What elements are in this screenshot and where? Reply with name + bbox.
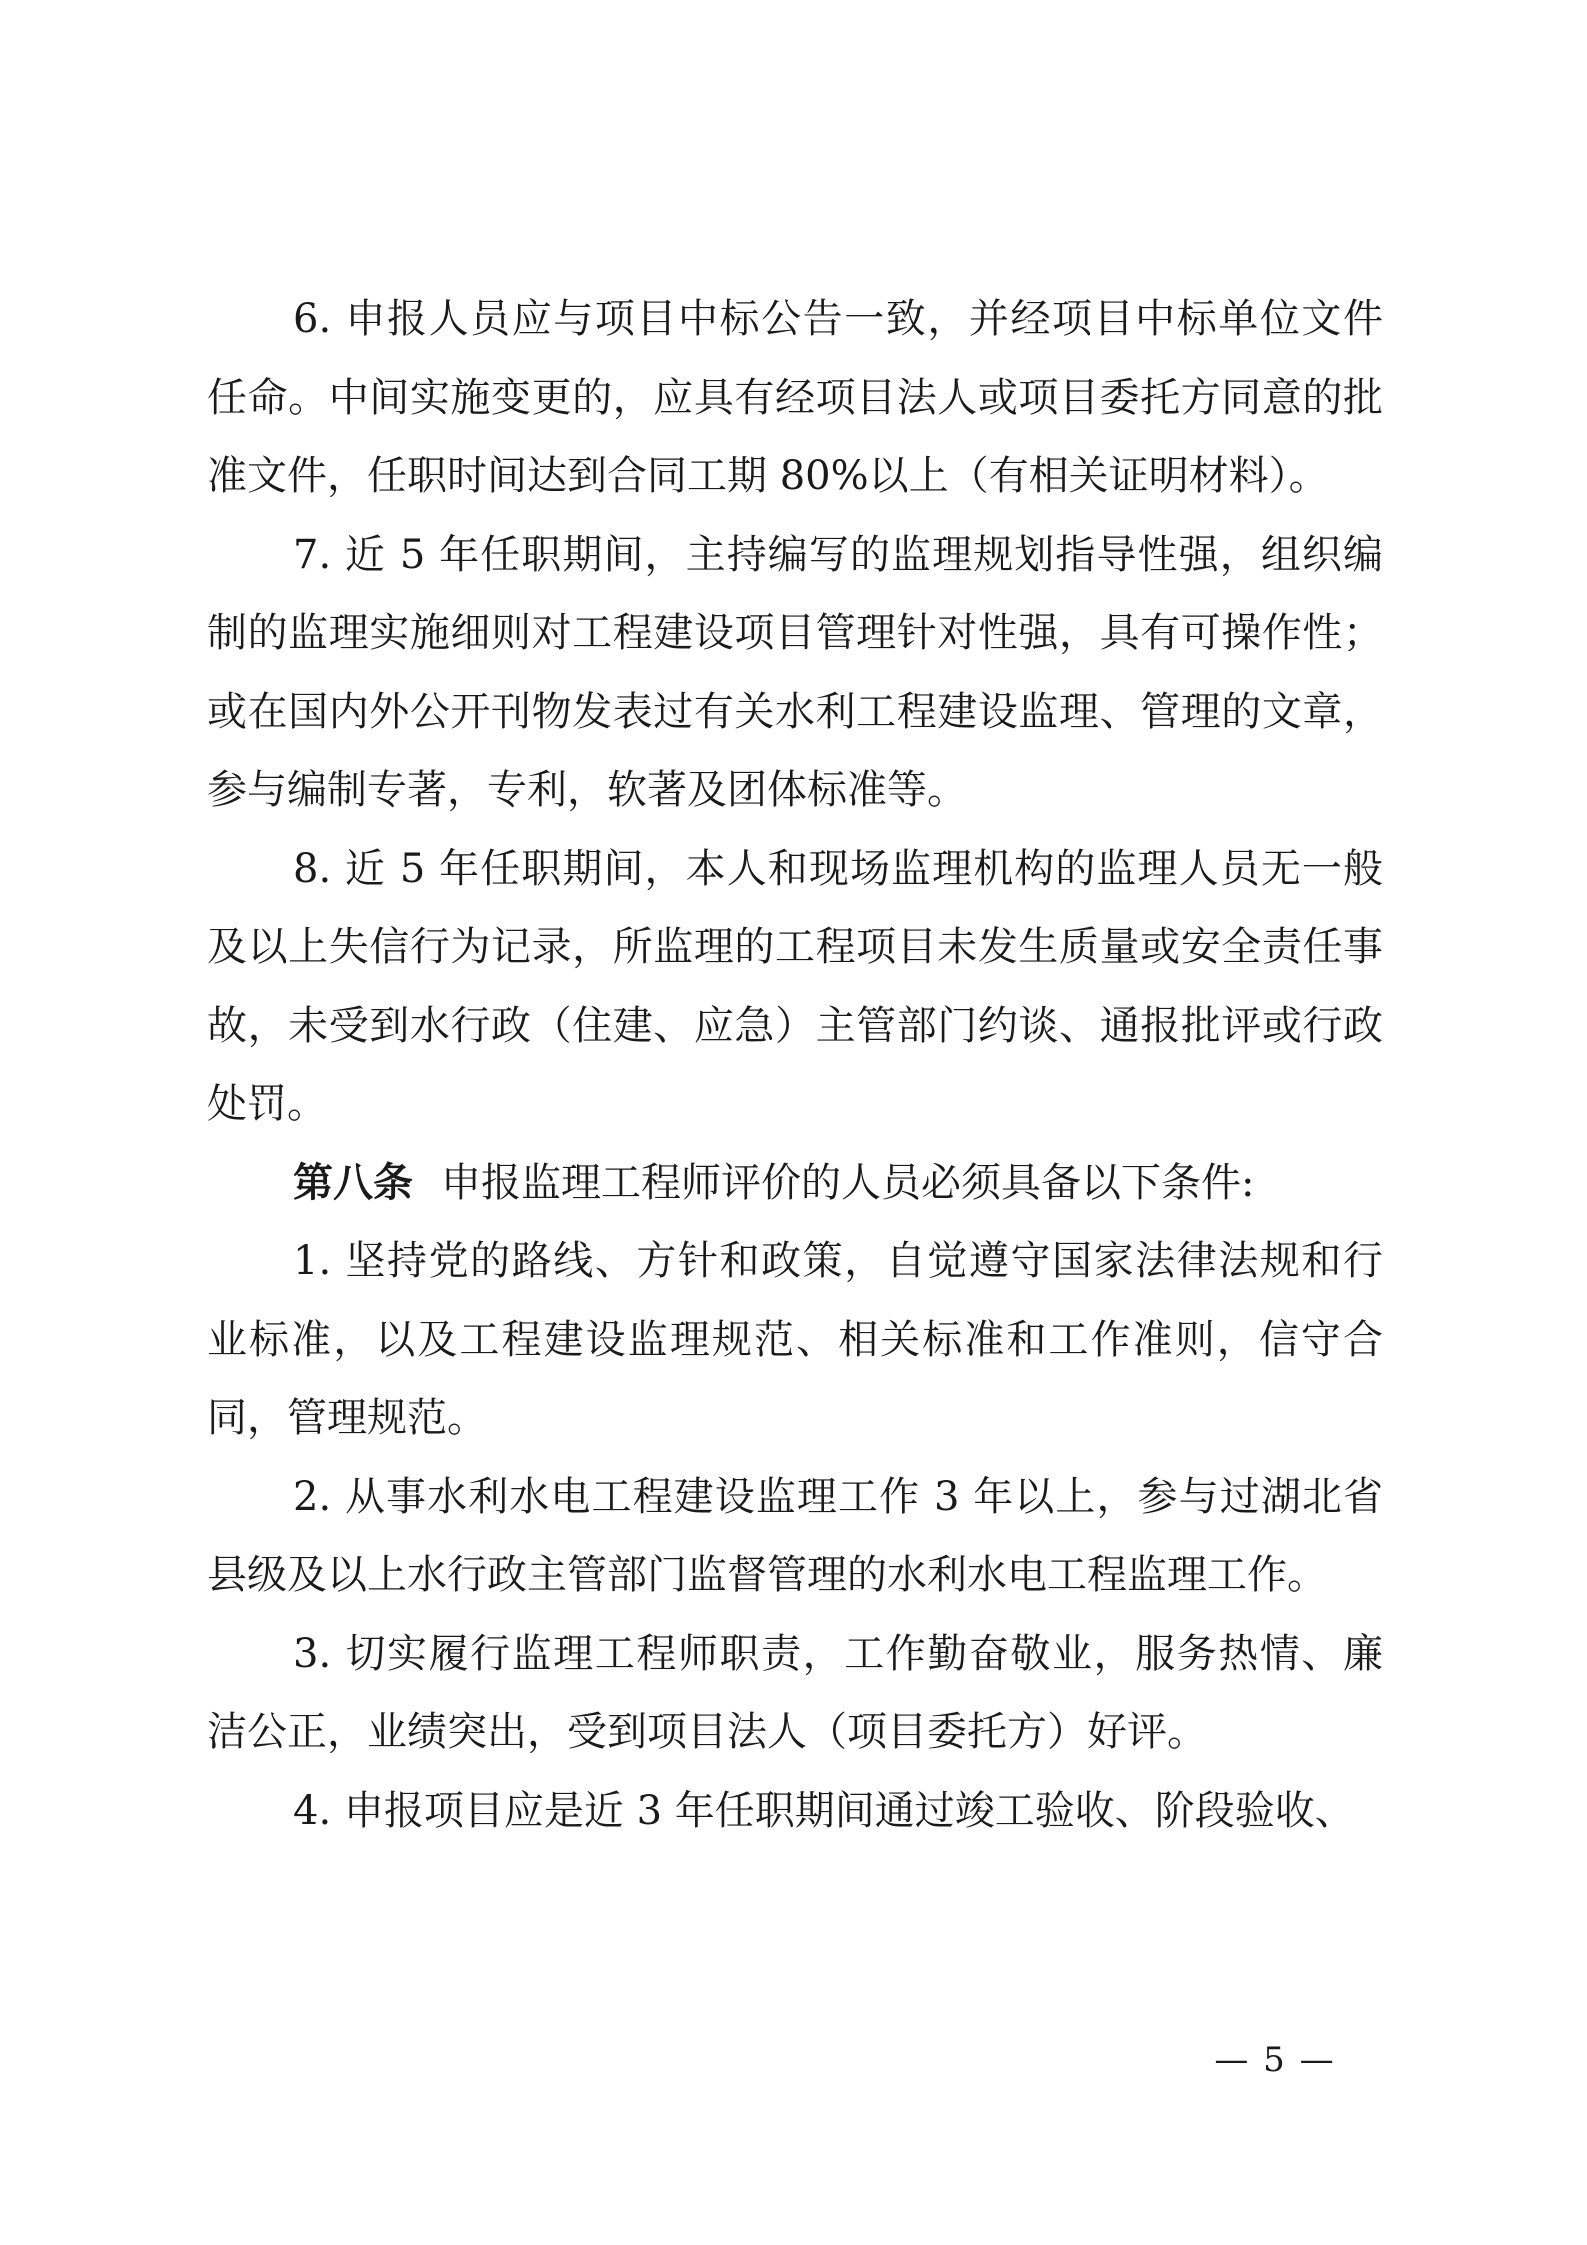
paragraph-condition-1: 1. 坚持党的路线、方针和政策，自觉遵守国家法律法规和行业标准，以及工程建设监理规范、相关标准和工作准则，信守合同，管理规范。 [207,1238,1383,1441]
article-eight-paragraph [207,1144,1383,1223]
paragraph-condition-2: 2. 从事水利水电工程建设监理工作 3 年以上，参与过湖北省县级及以上水行政主管部门监督管理的水利水电工程监理工作。 [207,1473,1383,1598]
article-eight-text: 申报监理工程师评价的人员必须具备以下条件: [441,1159,1255,1206]
paragraph-item-7: 7. 近 5 年任职期间，主持编写的监理规划指导性强，组织编制的监理实施细则对工程建设项目管理针对性强，具有可操作性；或在国内外公开刊物发表过有关水利工程建设监理、管理的文章，参与编制专著，专利，软著及团体标准等。 [207,531,1383,813]
article-eight-heading: 第八条 [293,1159,413,1206]
page-number: — 5 — [1214,2040,1336,2080]
body-text [207,280,1383,1850]
paragraph-item-6: 6. 申报人员应与项目中标公告一致，并经项目中标单位文件任命。中间实施变更的，应具有经项目法人或项目委托方同意的批准文件，任职时间达到合同工期 80%以上（有相关证明材料）。 [207,296,1383,499]
paragraph-condition-3: 3. 切实履行监理工程师职责，工作勤奋敬业，服务热情、廉洁公正，业绩突出，受到项目法人（项目委托方）好评。 [207,1630,1383,1755]
paragraph-condition-4: 4. 申报项目应是近 3 年任职期间通过竣工验收、阶段验收、 [293,1787,1355,1834]
paragraph-item-8: 8. 近 5 年任职期间，本人和现场监理机构的监理人员无一般及以上失信行为记录，所监理的工程项目未发生质量或安全责任事故，未受到水行政（住建、应急）主管部门约谈、通报批评或行政处罚。 [207,845,1383,1127]
